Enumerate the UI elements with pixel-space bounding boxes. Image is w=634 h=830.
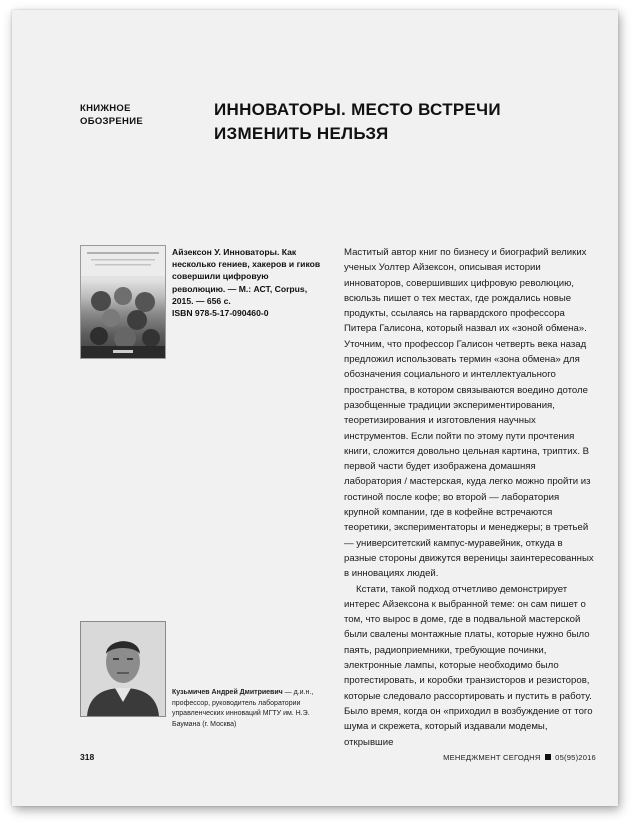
author-description: — д.и.н., профессор, руководитель лаборатории управленческих инноваций МГТУ им. Н.Э. Баумана (г. Москва) xyxy=(172,689,314,728)
author-name: Кузьмичев Андрей Дмитриевич xyxy=(172,689,283,696)
section-label-line1: КНИЖНОЕ xyxy=(80,103,131,114)
article-paragraph-1: Маститый автор книг по бизнесу и биографий великих ученых Уолтер Айзексон, описывая истории инноваторов, совершивших цифровую революцию, всюльзь пишет о тех местах, где рождались новые продукты, ссылаясь на гарвардского профессора Питера Галисона, который назвал их «зоной обмена». Уточним, что профессор Галисон четверть века назад предложил использовать термин «зона обмена» для обозначения социального и интеллектуального пространства, в котором связываются воедино дотоле разобщенные традиции экспериментирования, теоретизирования и изготовления научных инструментов. Если пойти по этому пути прочтения книги, сложится довольно цельная картина, триптих. В первой части будет изображена домашняя лаборатория / мастерская, куда легко можно пройти из гостиной после кофе; во второй — лаборатория крупной компании, где в кофейне встречаются теоретики, экспериментаторы и менеджеры; в третьей — университетский кампус-муравейник, откуда в разные стороны движутся вереницы заинтересованных в инновациях людей. xyxy=(344,247,594,580)
article-title-line1: ИННОВАТОРЫ. МЕСТО ВСТРЕЧИ xyxy=(214,100,501,119)
author-photo xyxy=(80,621,166,717)
book-reference xyxy=(172,246,322,319)
magazine-footer xyxy=(443,753,596,762)
article-paragraph-2: Кстати, такой подход отчетливо демонстрирует интерес Айзексона к выбранной теме: он сам пишет о том, что вырос в доме, где в подвальной мастерской были свалены монтажные платы, которые нужно было паять, радиоприемники, требующие починки, электронные лампы, которые необходимо было протестировать, и коробки транзисторов и резисторов, которые следовало рассортировать и пустить в работу. Было время, когда он «приходил в возбуждение от того шума и скрежета, который издавали модемы, открывшие xyxy=(344,583,593,748)
section-label xyxy=(80,102,170,128)
section-label-line2: ОБОЗРЕНИЕ xyxy=(80,116,143,127)
author-portrait-illustration xyxy=(81,622,165,716)
article-title xyxy=(214,98,594,146)
magazine-issue: 05(95)2016 xyxy=(555,753,596,762)
square-separator-icon xyxy=(545,754,551,760)
page-number: 318 xyxy=(80,752,95,762)
author-bio xyxy=(172,688,332,730)
article-body xyxy=(344,245,596,750)
article-title-line2: ИЗМЕНИТЬ НЕЛЬЗЯ xyxy=(214,124,389,143)
book-cover-illustration xyxy=(81,246,165,358)
book-reference-text: Айзексон У. Инноваторы. Как несколько гениев, хакеров и гиков совершили цифровую революцию. — М.: АСТ, Corpus, 2015. — 656 с. xyxy=(172,247,321,306)
magazine-page xyxy=(12,10,618,806)
book-cover-image xyxy=(80,245,166,359)
magazine-name: МЕНЕДЖМЕНТ СЕГОДНЯ xyxy=(443,753,541,762)
book-isbn: ISBN 978-5-17-090460-0 xyxy=(172,308,269,319)
